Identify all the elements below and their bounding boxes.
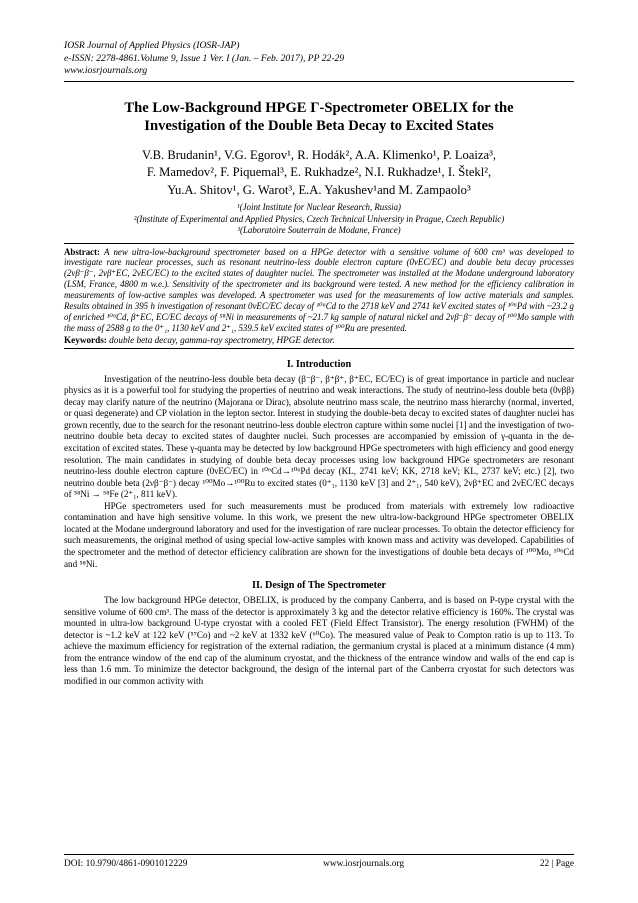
section-heading-introduction: I. Introduction <box>286 358 352 370</box>
abstract-text: A new ultra-low-background spectrometer based on a HPGe detector with a sensitive volume of 600 cm³ was developed to investigate rare nuclear processes, such as resonant neutrino-less double electron capture (0νEC/EC) and double beta decay processes (2νβ⁻β⁻, 2νβ⁺EC, 2νEC/EC) to the excited states of daughter nuclei. The spectrometer was installed at the Modane underground laboratory (LSM, France, 4800 m w.e.). Sensitivity of the spectrometer and its background were tested. A new method for the efficiency calibration in measurements of low-active samples was developed. A spectrometer was used for the measurements of low active materials and samples. Results obtained in 395 h investigation of resonant 0νEC/EC decay of ¹⁰⁶Cd to the 2718 keV and 2741 keV excited states of ¹⁰⁶Pd with ~23.2 g of enriched ¹⁰⁶Cd, β⁺EC, EC/EC decays of ⁵⁸Ni in measurements of ~21.7 kg sample of natural nickel and 2νβ⁻β⁻ decay of ¹⁰⁰Mo sample with the mass of 2588 g to the 0⁺₁, 1130 keV and 2⁺₁, 539.5 keV excited states of ¹⁰⁰Ru are presented. <box>64 246 574 333</box>
abstract-label: Abstract: <box>64 246 100 257</box>
title-line-1: The Low-Background HPGE Γ-Spectrometer OBELIX for the <box>124 99 514 116</box>
keywords-text: double beta decay, gamma-ray spectrometry, HPGE detector. <box>109 334 335 345</box>
journal-name: IOSR Journal of Applied Physics (IOSR-JAP) <box>64 40 240 51</box>
keywords <box>64 334 574 346</box>
page-footer <box>64 854 574 870</box>
affiliation-2: ²(Institute of Experimental and Applied Physics, Czech Technical University in Prague, Czech Republic) <box>133 213 505 224</box>
author-list <box>64 147 574 200</box>
authors-line-3: Yu.A. Shitov¹, G. Warot³, E.A. Yakushev¹and M. Zampaolo³ <box>167 182 471 197</box>
paper-page <box>64 40 574 687</box>
journal-header <box>64 40 574 78</box>
intro-paragraph-1: Investigation of the neutrino-less double beta decay (β⁻β⁻, β⁺β⁺, β⁺EC, EC/EC) is of great importance in particle and nuclear physics as it is a powerful tool for studying the properties of neutrino and weak interactions. The study of neutrino-less double beta (0νββ) decay may clarify nature of the neutrino (Majorana or Dirac), absolute neutrino mass scale, the neutrino mass hierarchy (normal, inverted, or quasi degenerate) and CP violation in the lepton sector. Interest in studying the double-beta decay to excited states of daughter nuclei has grown recently, due to the search for the resonant neutrino-less double electron capture within some nuclei [1] and the investigation of two-neutrino double beta decay to excited states of daughter nuclei. Such processes are accompanied by emission of γ-quanta in the de-excitation of excited states. These γ-quanta may be detected by low background HPGe spectrometers with high efficiency and good energy resolution. The main candidates in studying of double beta decay processes using low background HPGe spectrometers are resonant neutrino-less double electron capture (0νEC/EC) in ¹⁰⁶Cd→¹⁰⁶Pd decay (KL, 2741 keV; KK, 2718 keV; KL, 2737 keV; etc.) [2], two neutrino double beta (2νβ⁻β⁻) decay ¹⁰⁰Mo→¹⁰⁰Ru to excited states (0⁺₁, 1130 keV [3] and 2⁺₁, 540 keV), 2νβ⁺EC and 2νEC/EC decays of ⁵⁸Ni → ⁵⁸Fe (2⁺₁, 811 keV). <box>64 373 574 500</box>
title-line-2: Investigation of the Double Beta Decay to Excited States <box>144 117 494 134</box>
abstract-block <box>64 243 574 349</box>
footer-website: www.iosrjournals.org <box>323 859 405 869</box>
footer-page-number: 22 | Page <box>539 859 574 869</box>
header-rule <box>64 81 574 82</box>
affiliation-1: ¹(Joint Institute for Nuclear Research, Russia) <box>236 202 402 213</box>
abstract <box>64 247 574 334</box>
authors-line-1: V.B. Brudanin¹, V.G. Egorov¹, R. Hodák², A.A. Klimenko¹, P. Loaiza³, <box>142 147 496 162</box>
intro-paragraph-2: HPGe spectrometers used for such measurements must be produced from materials with extremely low radioactive contamination and have high sensitive volume. In this work, we present the new ultra-low-background HPGe spectrometer OBELIX located at the Modane underground laboratory and used for the investigation of rare nuclear processes. To obtain the detector efficiency for such measurements, the original method of using special low-active samples with known mass and activity was developed. Capabilities of the spectrometer and the method of detector efficiency calibration are shown for the investigations of double beta decays of ¹⁰⁰Mo, ¹⁰⁶Cd and ⁵⁸Ni. <box>64 500 574 569</box>
journal-website: www.iosrjournals.org <box>64 65 148 77</box>
footer-doi: DOI: 10.9790/4861-0901012229 <box>64 859 188 869</box>
authors-line-2: F. Mamedov², F. Piquemal³, E. Rukhadze², N.I. Rukhadze¹, I. Štekl², <box>146 165 492 180</box>
paper-title <box>64 99 574 135</box>
keywords-label: Keywords: <box>64 334 107 345</box>
affiliation-3: ³(Laboratoire Souterrain de Modane, France) <box>237 225 401 236</box>
issn-line: e-ISSN: 2278-4861.Volume 9, Issue 1 Ver. I (Jan. – Feb. 2017), PP 22-29 <box>64 52 345 64</box>
affiliations <box>64 202 574 236</box>
section-heading-design: II. Design of The Spectrometer <box>251 580 387 592</box>
design-paragraph-1: The low background HPGe detector, OBELIX, is produced by the company Canberra, and is based on P-type crystal with the sensitive volume of 600 cm³. The mass of the detector is approximately 3 kg and the detector relative efficiency is 160%. The crystal was mounted in ultra-low background U-type cryostat with a cooled FET (Field Effect Transistor). The energy resolution (FWHM) of the detector is ~1.2 keV at 122 keV (⁵⁷Co) and ~2 keV at 1332 keV (⁶⁰Co). The measured value of Peak to Compton ratio is up to 113. To achieve the maximum efficiency for registration of the external radiation, the germanium crystal is placed at a minimum distance (4 mm) from the entrance window of the end cap of the aluminum cryostat, and the thickness of the entrance window and walls of the end cap is less than 1.6 mm. To minimize the detector background, the design of the internal part of the Canberra cryostat for such detectors was modified in our common activity with <box>64 595 574 686</box>
